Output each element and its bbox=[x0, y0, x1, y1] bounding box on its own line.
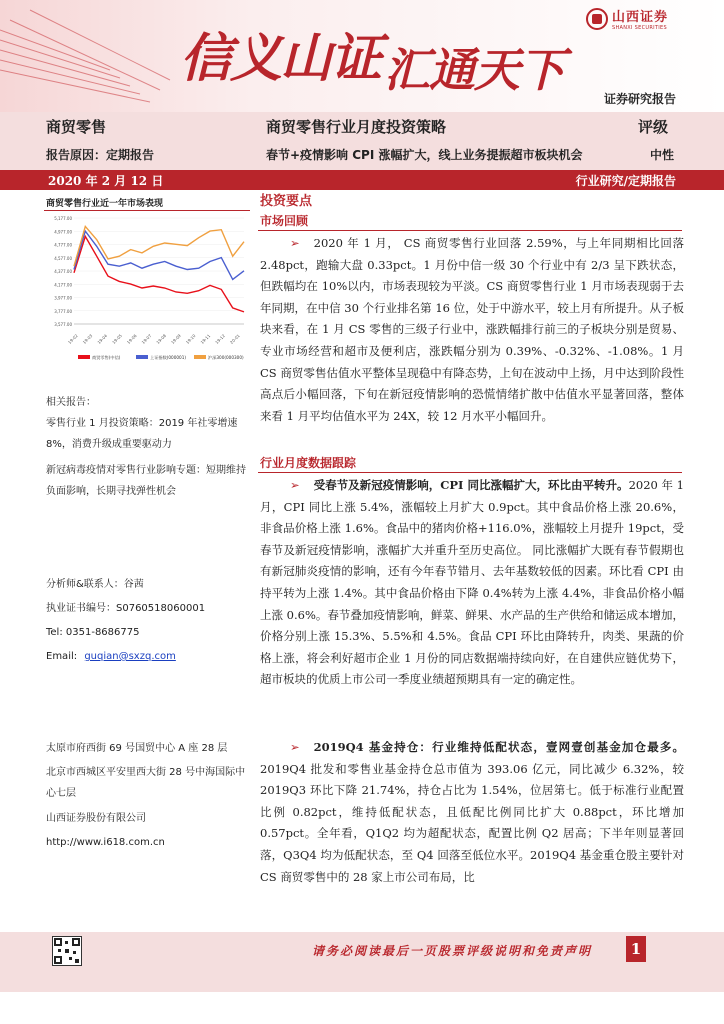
paragraph-cpi-text: 2020 年 1 月，CPI 同比上涨 5.4%，涨幅较上月扩大 0.9pct。其中食品价格上涨 20.6%，非食品价格上涨 1.6%。食品中的猪肉价格+116.0%，涨幅较上月提升 19pct，受春节及新冠疫情影响，涨幅扩大并重升至历史高位。 同比涨幅扩大既有春节假期也有新冠肺炎疫情的影响，还有今年春节错月、去年基数较低的因素。环比看 CPI 由持平转为上涨 1.4%。其中食品价格由下降 0.4%转为上涨 4.4%，非食品价格小幅上涨 0.6%。春节叠加疫情影响，鲜菜、鲜果、水产品的生产供给和储运成本增加，价格分别上涨 15.3%、5.5%和 4.5%。食品 CPI 环比由降转升，肉类、果蔬的价格上涨，将会利好超市企业 1 月份的同店数据端持续向好，在自建供应链优势下，超市板块的优质上市公司一季度业绩超预期具有一定的确定性。 bbox=[260, 478, 684, 687]
market-chart bbox=[44, 212, 250, 372]
arrow-bullet-icon: ➢ bbox=[290, 236, 300, 250]
rating-value: 中性 bbox=[650, 148, 675, 162]
y-tick-label: 4,177.00 bbox=[54, 282, 72, 288]
legend-swatch bbox=[78, 355, 90, 359]
section-divider-1 bbox=[258, 230, 682, 231]
chart-divider bbox=[44, 210, 250, 211]
x-tick-label: 19-09 bbox=[170, 333, 182, 345]
related-title: 相关报告： bbox=[46, 397, 96, 408]
y-tick-label: 3,977.00 bbox=[54, 295, 72, 301]
company-logo bbox=[586, 6, 668, 31]
arrow-bullet-icon: ➢ bbox=[290, 478, 300, 492]
legend-label: 沪深300(000300) bbox=[208, 355, 244, 360]
x-tick-label: 19-02 bbox=[66, 333, 79, 345]
slogan-small: 汇通天下 bbox=[384, 43, 564, 97]
legend-swatch bbox=[136, 355, 148, 359]
website[interactable]: http://www.i618.com.cn bbox=[46, 837, 165, 848]
section-market-review: 市场回顾 bbox=[260, 214, 309, 228]
section-divider-2 bbox=[258, 472, 682, 473]
x-tick-label: 19-11 bbox=[199, 333, 212, 345]
section-data-tracking: 行业月度数据跟踪 bbox=[260, 456, 357, 470]
license-number: 执业证书编号：S0760518060001 bbox=[46, 603, 206, 614]
x-tick-label: 19-12 bbox=[214, 333, 226, 345]
address-1: 太原市府西街 69 号国贸中心 A 座 28 层 bbox=[46, 743, 228, 754]
paragraph-cpi bbox=[260, 475, 684, 691]
chart-title: 商贸零售行业近一年市场表现 bbox=[46, 199, 164, 209]
email-row bbox=[46, 646, 246, 667]
legend-label: 商贸零售(中信) bbox=[92, 355, 121, 360]
slogan-big: 信义山证 bbox=[180, 28, 381, 89]
qr-code-icon bbox=[52, 936, 82, 966]
chart-svg bbox=[44, 212, 250, 372]
x-tick-label: 19-10 bbox=[184, 333, 197, 345]
paragraph-market-review bbox=[260, 233, 684, 427]
report-category: 行业研究/定期报告 bbox=[575, 174, 676, 188]
series-line bbox=[74, 236, 244, 312]
logo-mark-icon bbox=[586, 8, 608, 30]
main-heading: 投资要点 bbox=[260, 194, 313, 209]
x-tick-label: 20-01 bbox=[228, 333, 241, 345]
page-number: 1 bbox=[626, 936, 646, 962]
paragraph-cpi-lead: 受春节及新冠疫情影响，CPI 同比涨幅扩大，环比由平转升。 bbox=[313, 478, 629, 492]
report-date: 2020 年 2 月 12 日 bbox=[48, 174, 164, 188]
paragraph-fund-text: 2019Q4 批发和零售业基金持仓总市值为 393.06 亿元，同比减少 6.32%，较 2019Q3 环比下降 21.74%，持仓占比为 1.54%，位居第七。低于标准行业配置比例 0.82pct，维持低配状态，且低配比例同比扩大 0.88pct，环比增加 0.57pct。全年看，Q1Q2 均为超配状态，配置比例 Q2 居高；下半年则显著回落，Q3Q4 均为低配状态，至 Q4 回落至低位水平。2019Q4 基金重仓股主要针对 CS 商贸零售中的 28 家上市公司布局，比 bbox=[260, 761, 684, 884]
related-report-2[interactable]: 新冠病毒疫情对零售行业影响专题：短期维持负面影响，长期寻找弹性机会 bbox=[46, 465, 246, 497]
sector-label: 商贸零售 bbox=[46, 118, 107, 136]
x-tick-label: 19-03 bbox=[81, 333, 94, 345]
report-reason: 报告原因：定期报告 bbox=[46, 148, 155, 162]
y-tick-label: 4,377.00 bbox=[54, 269, 72, 274]
logo-cn: 山西证券 bbox=[612, 10, 669, 25]
company-name: 山西证券股份有限公司 bbox=[46, 813, 146, 824]
banner bbox=[0, 0, 724, 112]
y-tick-label: 4,577.00 bbox=[54, 255, 72, 261]
y-tick-label: 4,977.00 bbox=[54, 229, 72, 235]
disclaimer[interactable]: 请务必阅读最后一页股票评级说明和免责声明 bbox=[312, 944, 593, 958]
paragraph-fund-lead: 2019Q4 基金持仓：行业维持低配状态，壹网壹创基金加仓最多。 bbox=[313, 740, 684, 754]
series-line bbox=[74, 231, 244, 279]
paragraph-fund-holdings bbox=[260, 737, 684, 888]
y-tick-label: 5,177.00 bbox=[54, 216, 72, 221]
x-tick-label: 19-06 bbox=[125, 333, 138, 345]
paragraph-market-review-text: 2020 年 1 月， CS 商贸零售行业回落 2.59%，与上年同期相比回落 2.48pct，跑输大盘 0.33pct。1 月份中信一级 30 个行业中有 2/3 呈下跌状态，但跌幅均在 10%以内，市场表现较为平淡。CS 商贸零售行业 1 月市场表现弱于去年同期，在中信 30 个行业排名第 16 位，处于中游水平，较上月有所提升。从子板块来看，在 1 月 CS 零售的三级子行业中，涨跌幅排行前三的子板块分别是贸易、专业市场经营和超市及便利店，涨跌幅分别为 0.39%、-0.32%、-1.08%。1 月 CS 商贸零售估值水平整体呈现稳中有降态势，上旬在波动中上扬，月中达到阶段性高点后小幅回落，下旬在新冠疫情影响的恐慌情绪扩散中估值水平显著回落，整体来看 1 月平均估值水平为 24X，较 12 月水平小幅回升。 bbox=[260, 236, 684, 423]
legend-swatch bbox=[194, 355, 206, 359]
y-tick-label: 3,577.00 bbox=[54, 322, 72, 327]
legend-label: 上证指数(000001) bbox=[150, 355, 187, 360]
x-tick-label: 19-04 bbox=[96, 333, 109, 345]
x-tick-label: 19-08 bbox=[155, 333, 168, 345]
footer-band bbox=[0, 932, 724, 992]
logo-en: SHANXI SECURITIES bbox=[612, 25, 667, 31]
analyst: 分析师&联系人：谷茜 bbox=[46, 579, 144, 590]
address-2: 北京市西城区平安里西大街 28 号中海国际中心七层 bbox=[46, 767, 246, 799]
x-tick-label: 19-07 bbox=[140, 333, 153, 345]
rating-label: 评级 bbox=[638, 118, 669, 136]
research-label: 证券研究报告 bbox=[603, 92, 676, 106]
email-link[interactable]: guqian@sxzq.com bbox=[84, 651, 176, 662]
email-label: Email: bbox=[46, 651, 78, 662]
telephone: Tel: 0351-8686775 bbox=[46, 627, 140, 638]
y-tick-label: 3,777.00 bbox=[54, 308, 72, 314]
report-title: 商贸零售行业月度投资策略 bbox=[266, 118, 447, 136]
related-report-1[interactable]: 零售行业 1 月投资策略：2019 年社零增速 8%，消费升级成重要驱动力 bbox=[46, 418, 238, 450]
arrow-bullet-icon: ➢ bbox=[290, 740, 300, 754]
y-tick-label: 4,777.00 bbox=[54, 242, 72, 248]
x-tick-label: 19-05 bbox=[111, 333, 123, 345]
report-subtitle: 春节+疫情影响 CPI 涨幅扩大，线上业务提振超市板块机会 bbox=[266, 148, 583, 162]
